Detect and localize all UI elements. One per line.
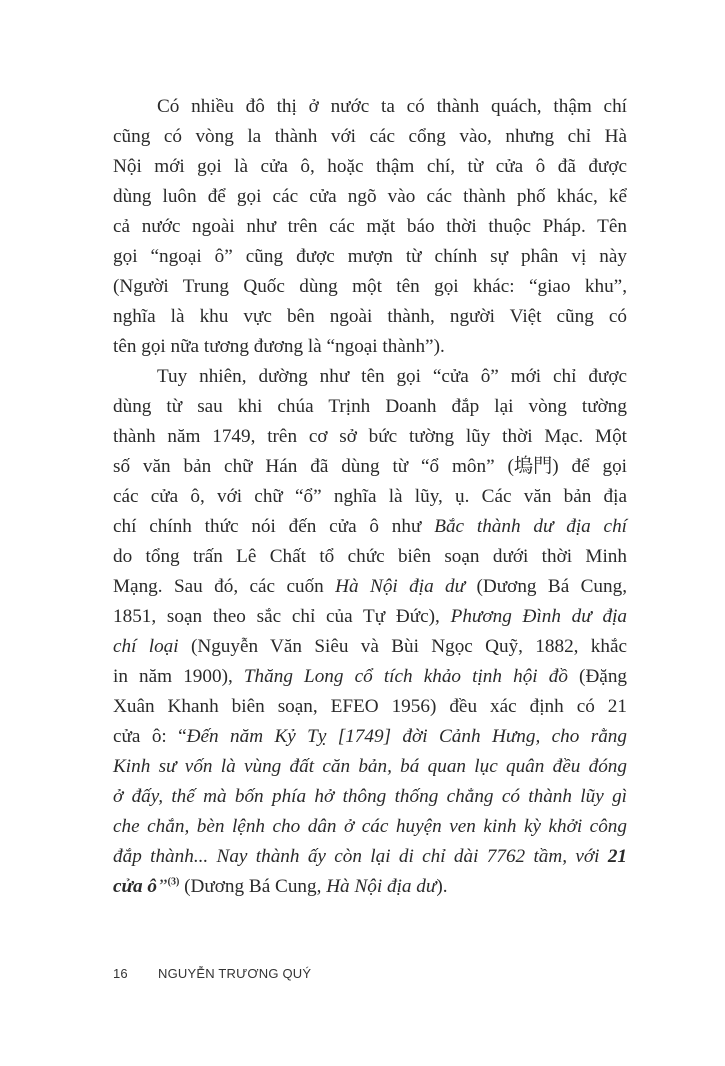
book-title: Phương Đình dư địa [450, 606, 627, 627]
text-line [113, 872, 627, 902]
paragraph-2 [113, 362, 627, 902]
text-line: Xuân Khanh biên soạn, EFEO 1956) đều xác định có 21 [113, 696, 627, 717]
line-text: ). [436, 876, 448, 897]
quote-line: Kinh sư vốn là vùng đất căn bản, bá quan lục quân đều đóng [113, 756, 627, 777]
book-title: Hà Nội địa dư [326, 876, 437, 897]
line-text: chí chính thức nói đến cửa ô như [113, 516, 435, 537]
line-text: (Dương Bá Cung, [179, 876, 327, 897]
text-line: Có nhiều đô thị ở nước ta có thành quách, thậm chí [157, 96, 627, 117]
page-number: 16 [113, 966, 128, 981]
text-line [113, 662, 627, 692]
text-line: Tuy nhiên, dường như tên gọi “cửa ô” mới chỉ được [157, 366, 627, 387]
line-text: (Dương Bá Cung, [465, 576, 627, 597]
line-text: (Nguyễn Văn Siêu và Bùi Ngọc Quỹ, 1882, khắc [178, 636, 628, 657]
book-title: Hà Nội địa dư [335, 576, 466, 597]
line-text: cửa ô: “ [113, 726, 187, 747]
text-line: gọi “ngoại ô” cũng được mượn từ chính sự phân vị này [113, 246, 627, 267]
text-line: thành năm 1749, trên cơ sở bức tường lũy thời Mạc. Một [113, 426, 627, 447]
line-text: (Đặng [567, 666, 628, 687]
footnote-marker: (3) [167, 876, 180, 888]
text-line: dùng luôn để gọi các cửa ngõ vào các thành phố khác, kể [113, 186, 627, 207]
text-line: dùng từ sau khi chúa Trịnh Doanh đắp lại vòng tường [113, 396, 627, 417]
quote-line: che chắn, bèn lệnh cho dân ở các huyện ven kinh kỳ khởi công [113, 816, 627, 837]
author-name: NGUYỄN TRƯƠNG QUÝ [158, 966, 312, 981]
line-text: 1851, soạn theo sắc chỉ của Tự Đức), [113, 606, 451, 627]
text-line: Nội mới gọi là cửa ô, hoặc thậm chí, từ cửa ô đã được [113, 156, 627, 177]
text-line: do tổng trấn Lê Chất tổ chức biên soạn dưới thời Minh [113, 546, 627, 567]
quote-line: ở đấy, thế mà bốn phía hở thông thống chẳng có thành lũy gì [113, 786, 627, 807]
quote-line [113, 842, 627, 872]
book-title: Thăng Long cổ tích khảo tịnh hội đồ [243, 666, 568, 687]
text-line: số văn bản chữ Hán đã dùng từ “ổ môn” (塢門) để gọi [113, 456, 627, 477]
book-title: chí loại [113, 636, 179, 657]
quote-emphasis: cửa ô [113, 876, 157, 897]
text-line: nghĩa là khu vực bên ngoài thành, người Việt cũng có [113, 306, 627, 327]
line-text: in năm 1900), [113, 666, 244, 687]
page-footer [113, 966, 311, 981]
text-line [113, 572, 627, 602]
line-text: Mạng. Sau đó, các cuốn [113, 576, 336, 597]
quote-emphasis: 21 [607, 846, 627, 867]
text-line: các cửa ô, với chữ “ổ” nghĩa là lũy, ụ. Các văn bản địa [113, 486, 627, 507]
text-line: cũng có vòng la thành với các cổng vào, nhưng chỉ Hà [113, 126, 627, 147]
text-line [113, 512, 627, 542]
text-line [113, 602, 627, 632]
text-line [113, 722, 627, 752]
quote-text: đắp thành... Nay thành ấy còn lại di chỉ dài 7762 tầm, với [113, 846, 608, 867]
quote-text: Đến năm Kỷ Tỵ [1749] đời Cảnh Hưng, cho rằng [186, 726, 627, 747]
text-line: cả nước ngoài như trên các mặt báo thời thuộc Pháp. Tên [113, 216, 627, 237]
body-text [113, 92, 627, 902]
quote-close: ” [157, 876, 168, 897]
text-line [113, 632, 627, 662]
text-line: tên gọi nữa tương đương là “ngoại thành”). [113, 336, 445, 357]
book-title: Bắc thành dư địa chí [434, 516, 628, 537]
text-line: (Người Trung Quốc dùng một tên gọi khác: “giao khu”, [113, 276, 627, 297]
paragraph-1 [113, 92, 627, 362]
